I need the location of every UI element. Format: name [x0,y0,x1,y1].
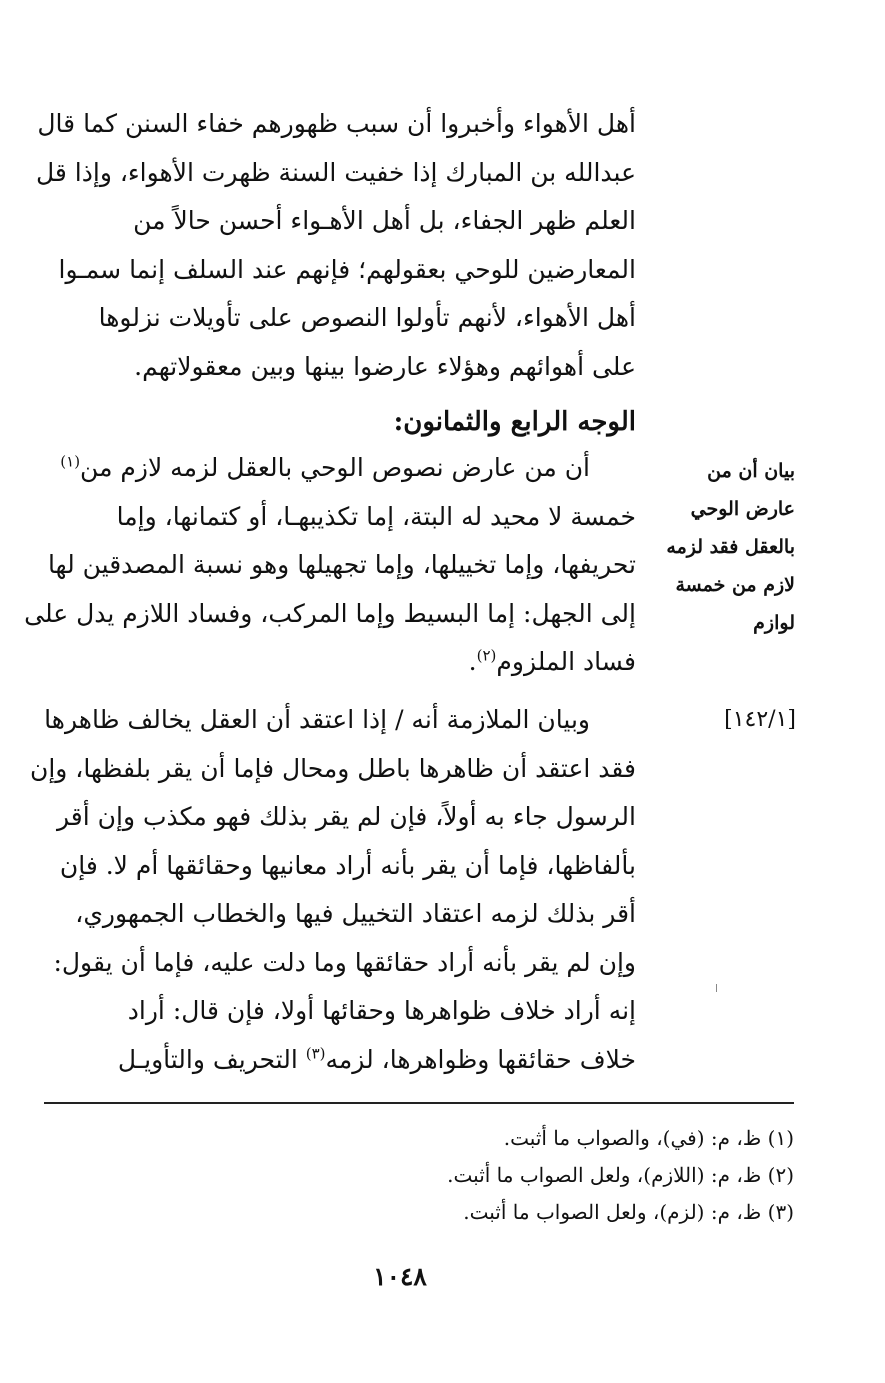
text-line: تحريفها، وإما تخييلها، وإما تجهيلها وهو نسبة المصدقين لها [47,550,636,579]
text-line: وبيان الملازمة أنه / إذا اعتقد أن العقل يخالف ظاهرها [44,705,590,734]
text-line: خمسة لا محيد له البتة، إما تكذيبهـا، أو كتمانها، وإما [116,501,636,531]
text-segment: فساد الملزوم [496,647,636,676]
text-line: إنه أراد خلاف ظواهرها وحقائها أولا، فإن قال: أراد [127,996,636,1025]
text-line: إلى الجهل: إما البسيط وإما المركب، وفساد اللازم يدل على [24,598,636,628]
page-number: ١٠٤٨ [373,1262,427,1291]
text-line: فقد اعتقد أن ظاهرها باطل ومحال فإما أن يقر بلفظها، وإن [29,753,636,783]
footnote: (٢) ظ، م: (اللازم)، ولعل الصواب ما أثبت. [447,1163,794,1187]
margin-note: بيان أن من عارض الوحي بالعقل فقد لزمه لازم من خمسة لوازم [666,460,795,634]
text-line: على أهوائهم وهؤلاء عارضوا بينها وبين معقولاتهم. [134,351,636,381]
text-line: أهل الأهواء وأخبروا أن سبب ظهورهم خفاء السنن كما قال [37,109,636,138]
footnotes [44,1120,794,1231]
text-line [44,444,636,493]
text-line: وإن لم يقر بأنه أراد حقائقها وما دلت عليه، فإما أن يقول: [53,947,636,977]
text-line [44,1036,636,1085]
text-line: العلم ظهر الجفاء، بل أهل الأهـواء أحسن حالاً من [133,206,636,235]
text-line: الرسول جاء به أولاً، فإن لم يقر بذلك فهو مكذب وإن أقر [57,802,636,831]
footnote: (١) ظ، م: (في)، والصواب ما أثبت. [503,1126,794,1150]
paragraph-1 [35,100,636,391]
folio-marker: [١٤٢/١] [724,707,796,732]
text-line [44,638,636,687]
text-line: عبدالله بن المبارك إذا خفيت السنة ظهرت الأهواء، وإذا قل [35,157,636,187]
text-segment: أن من عارض نصوص الوحي بالعقل لزمه لازم من [80,453,590,482]
text-line: المعارضين للوحي بعقولهم؛ فإنهم عند السلف إنما سمـوا [58,254,636,284]
footnote-ref: (١) [60,452,81,471]
text-segment: خلاف حقائقها وظواهرها، لزمه [325,1044,636,1074]
footnote-ref: (٣) [305,1044,326,1063]
stray-mark [716,984,721,992]
text-line: بألفاظها، فإما أن يقر بأنه أراد معانيها وحقائقها أم لا. فإن [59,850,636,880]
footnote-divider [44,1102,794,1104]
section-heading: الوجه الرابع والثمانون: [393,407,636,437]
text-line: أهل الأهواء، لأنهم تأولوا النصوص على تأويلات نزلوها [98,303,636,332]
footnote-ref: (٢) [476,646,497,665]
text-segment: التحريف والتأويـل [117,1044,298,1074]
footnote: (٣) ظ، م: (لزم)، ولعل الصواب ما أثبت. [463,1200,794,1224]
text-segment: . [468,647,477,676]
text-line: أقر بذلك لزمه اعتقاد التخييل فيها والخطاب الجمهوري، [75,899,636,928]
paragraph-2 [24,444,636,687]
paragraph-3 [29,696,636,1084]
